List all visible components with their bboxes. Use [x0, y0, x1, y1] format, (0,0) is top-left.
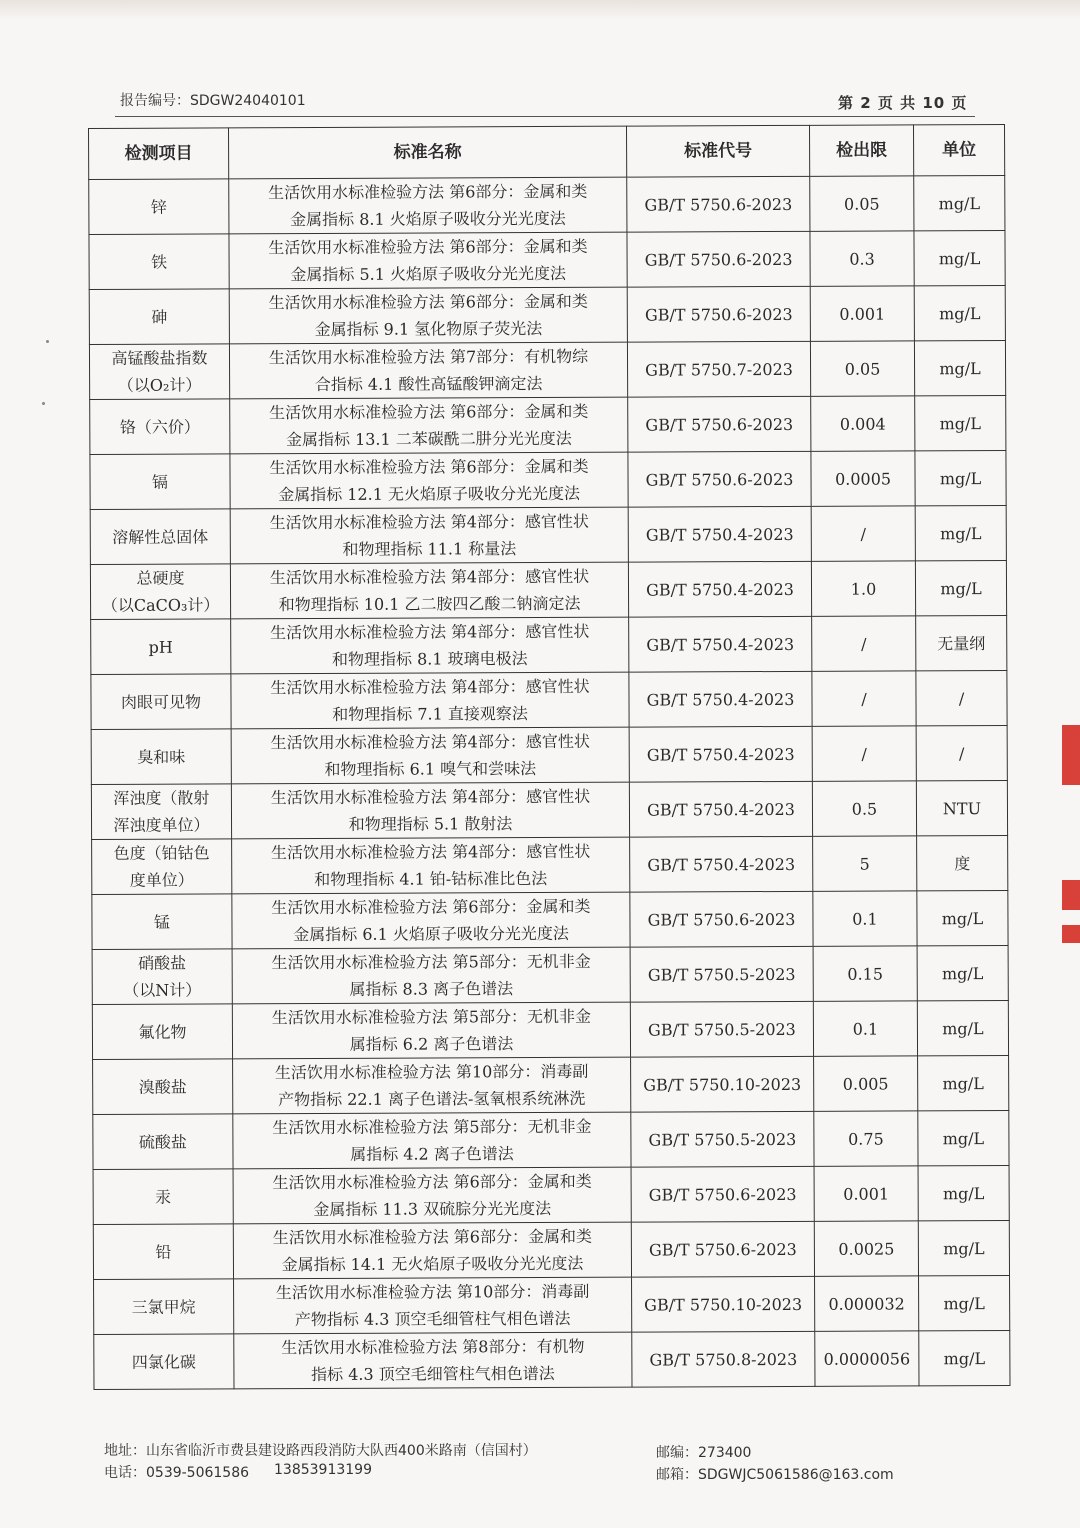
standard-name-line: 属指标 8.3 离子色谱法	[349, 979, 514, 999]
cell-test-item	[93, 1114, 233, 1170]
table-row	[93, 1165, 1009, 1224]
table-row	[93, 1110, 1009, 1169]
standard-name-line: 生活饮用水标准检验方法 第8部分：有机物	[281, 1336, 585, 1358]
cell-test-item	[91, 784, 231, 840]
standard-name-line: 生活饮用水标准检验方法 第6部分：金属和类	[269, 401, 589, 423]
footer-mobile: 13853913199	[274, 1462, 372, 1478]
cell-test-item	[90, 509, 230, 565]
standard-name-line: 属指标 6.2 离子色谱法	[349, 1034, 514, 1054]
cell-standard-code: GB/T 5750.4-2023	[629, 781, 812, 837]
standard-name-line: 生活饮用水标准检验方法 第6部分：金属和类	[268, 236, 588, 258]
cell-unit: mg/L	[919, 1275, 1010, 1330]
cell-detection-limit: /	[812, 726, 916, 781]
cell-test-item	[89, 234, 229, 290]
table-row	[92, 945, 1008, 1004]
test-item-line: 砷	[151, 307, 168, 327]
cell-unit: NTU	[916, 780, 1007, 835]
standard-name-line: 生活饮用水标准检验方法 第6部分：金属和类	[272, 1171, 592, 1193]
standard-name-line: 生活饮用水标准检验方法 第7部分：有机物综	[268, 346, 589, 368]
col-header-unit: 单位	[913, 125, 1004, 176]
cell-detection-limit: 0.0025	[814, 1221, 918, 1276]
cell-standard-name	[233, 1222, 631, 1279]
cell-detection-limit: 0.3	[810, 231, 914, 286]
cell-detection-limit: 0.05	[810, 341, 914, 396]
header-divider	[115, 116, 975, 117]
cell-unit: mg/L	[917, 890, 1008, 945]
cell-test-item	[94, 1334, 234, 1390]
test-item-line: 三氯甲烷	[131, 1297, 196, 1317]
cell-detection-limit: 0.004	[811, 396, 915, 451]
cell-test-item	[91, 674, 231, 730]
standard-name-line: 金属指标 9.1 氢化物原子荧光法	[314, 319, 543, 340]
test-item-line: 硝酸盐	[138, 953, 187, 973]
cell-test-item	[93, 1224, 233, 1280]
seal-edge-mark	[1062, 925, 1080, 943]
table-row	[89, 340, 1005, 399]
col-header-standard-code: 标准代号	[626, 125, 809, 177]
standard-name-line: 合指标 4.1 酸性高锰酸钾滴定法	[314, 374, 543, 395]
cell-detection-limit: 0.001	[814, 1166, 918, 1221]
test-item-line: （以N计）	[123, 980, 202, 1000]
table-body	[89, 176, 1010, 1390]
cell-standard-code: GB/T 5750.6-2023	[631, 1221, 814, 1277]
standard-name-line: 生活饮用水标准检验方法 第5部分：无机非金	[271, 951, 591, 973]
cell-test-item	[89, 344, 229, 400]
cell-standard-name	[230, 452, 628, 509]
test-item-line: 浑浊度单位）	[113, 815, 210, 835]
standard-name-line: 生活饮用水标准检验方法 第6部分：金属和类	[268, 291, 588, 313]
cell-standard-name	[233, 1057, 631, 1114]
test-item-line: 铬（六价）	[119, 417, 200, 437]
standard-name-line: 产物指标 22.1 离子色谱法-氢氧根系统淋洗	[278, 1088, 586, 1110]
cell-test-item	[93, 1169, 233, 1225]
test-item-line: 硫酸盐	[138, 1132, 187, 1152]
standard-name-line: 金属指标 6.1 火焰原子吸收分光光度法	[293, 923, 569, 945]
standard-name-line: 金属指标 14.1 无火焰原子吸收分光光度法	[281, 1253, 584, 1275]
cell-standard-name	[234, 1332, 632, 1389]
cell-unit: mg/L	[915, 395, 1006, 450]
scan-speck	[42, 402, 45, 405]
cell-detection-limit: 0.0005	[811, 451, 915, 506]
cell-detection-limit: 0.000032	[815, 1276, 919, 1331]
test-item-line: 氟化物	[138, 1022, 187, 1042]
cell-standard-name	[232, 837, 630, 894]
cell-standard-name	[230, 397, 628, 454]
cell-unit: mg/L	[915, 560, 1006, 615]
cell-standard-name	[231, 727, 629, 784]
cell-standard-code: GB/T 5750.6-2023	[627, 231, 810, 287]
cell-standard-name	[230, 562, 628, 619]
cell-standard-name	[232, 1002, 630, 1059]
cell-test-item	[92, 839, 232, 895]
standard-name-line: 生活饮用水标准检验方法 第4部分：感官性状	[269, 511, 589, 533]
standard-name-line: 生活饮用水标准检验方法 第5部分：无机非金	[271, 1006, 592, 1028]
cell-standard-name	[229, 177, 627, 234]
cell-detection-limit: 0.001	[810, 286, 914, 341]
footer-postcode: 邮编：273400	[656, 1445, 752, 1461]
cell-standard-name	[230, 507, 628, 564]
cell-test-item	[93, 1059, 233, 1115]
col-header-detection-limit: 检出限	[809, 125, 913, 176]
cell-unit: mg/L	[915, 505, 1006, 560]
cell-unit: mg/L	[914, 231, 1005, 286]
test-item-line: 总硬度	[136, 568, 185, 588]
cell-detection-limit: /	[812, 671, 916, 726]
test-item-line: 铁	[151, 252, 168, 272]
cell-standard-code: GB/T 5750.6-2023	[627, 286, 810, 342]
cell-detection-limit: 0.75	[814, 1111, 918, 1166]
cell-standard-code: GB/T 5750.4-2023	[629, 616, 812, 672]
scan-speck	[46, 340, 49, 343]
cell-test-item	[92, 1004, 232, 1060]
cell-detection-limit: 0.005	[814, 1056, 918, 1111]
test-item-line: 臭和味	[137, 747, 186, 767]
standard-name-line: 金属指标 5.1 火焰原子吸收分光光度法	[290, 263, 566, 285]
standard-name-line: 生活饮用水标准检验方法 第5部分：无机非金	[272, 1116, 592, 1138]
table-row	[90, 560, 1006, 619]
cell-test-item	[91, 729, 231, 785]
cell-unit: 无量纲	[916, 615, 1007, 670]
test-item-line: （以CaCO₃计）	[101, 595, 220, 615]
report-number: 报告编号：SDGW24040101	[120, 93, 306, 109]
test-item-line: 铅	[155, 1242, 172, 1262]
standard-name-line: 产物指标 4.3 顶空毛细管柱气相色谱法	[294, 1308, 571, 1330]
cell-unit: mg/L	[917, 1000, 1008, 1055]
cell-standard-code: GB/T 5750.5-2023	[630, 1001, 813, 1057]
cell-unit: mg/L	[914, 285, 1005, 340]
cell-standard-code: GB/T 5750.5-2023	[631, 1111, 814, 1167]
test-item-line: 度单位）	[129, 870, 194, 890]
cell-unit: mg/L	[918, 1110, 1009, 1165]
cell-standard-name	[233, 1112, 631, 1169]
standard-name-line: 和物理指标 6.1 嗅气和尝味法	[324, 759, 537, 779]
cell-standard-name	[229, 342, 627, 399]
cell-standard-code: GB/T 5750.4-2023	[629, 726, 812, 782]
table-row	[94, 1330, 1010, 1389]
cell-standard-name	[229, 232, 627, 289]
standard-name-line: 和物理指标 11.1 称量法	[342, 539, 517, 559]
scan-top-edge	[0, 0, 1080, 20]
table-row	[89, 231, 1005, 290]
standard-name-line: 生活饮用水标准检验方法 第4部分：感官性状	[270, 621, 590, 643]
cell-standard-code: GB/T 5750.4-2023	[628, 561, 811, 617]
cell-unit: mg/L	[918, 1165, 1009, 1220]
cell-unit: mg/L	[914, 176, 1005, 231]
standard-name-line: 金属指标 11.3 双硫腙分光光度法	[313, 1198, 552, 1220]
footer-email: 邮箱：SDGWJC5061586@163.com	[656, 1467, 894, 1483]
test-item-line: 肉眼可见物	[120, 692, 202, 712]
standard-name-line: 生活饮用水标准检验方法 第4部分：感官性状	[270, 841, 591, 863]
cell-standard-code: GB/T 5750.7-2023	[627, 341, 810, 397]
standard-name-line: 生活饮用水标准检验方法 第4部分：感官性状	[269, 566, 590, 588]
page-indicator: 第 2 页 共 10 页	[838, 94, 968, 112]
cell-standard-code: GB/T 5750.4-2023	[628, 506, 811, 562]
seal-edge-mark	[1062, 880, 1080, 910]
standard-name-line: 生活饮用水标准检验方法 第4部分：感官性状	[270, 786, 591, 808]
test-item-line: 高锰酸盐指数	[111, 348, 208, 368]
table-row	[92, 835, 1008, 894]
cell-standard-code: GB/T 5750.10-2023	[632, 1276, 815, 1332]
table-row	[91, 780, 1007, 839]
cell-standard-code: GB/T 5750.8-2023	[632, 1331, 815, 1387]
standard-name-line: 生活饮用水标准检验方法 第6部分：金属和类	[268, 181, 588, 203]
standard-name-line: 生活饮用水标准检验方法 第10部分：消毒副	[275, 1281, 590, 1303]
test-item-line: 色度（铂钴色	[113, 843, 210, 863]
cell-standard-code: GB/T 5750.6-2023	[627, 176, 810, 232]
table-row	[90, 505, 1006, 564]
cell-unit: mg/L	[918, 1220, 1009, 1275]
table-row	[91, 725, 1007, 784]
cell-test-item	[94, 1279, 234, 1335]
cell-unit: mg/L	[915, 450, 1006, 505]
test-item-line: 四氯化碳	[131, 1352, 196, 1372]
cell-detection-limit: 0.1	[813, 891, 917, 946]
cell-standard-name	[232, 892, 630, 949]
standard-name-line: 生活饮用水标准检验方法 第6部分：金属和类	[272, 1226, 593, 1248]
cell-test-item	[90, 454, 230, 510]
cell-test-item	[92, 894, 232, 950]
cell-unit: 度	[917, 835, 1008, 890]
cell-standard-code: GB/T 5750.6-2023	[628, 396, 811, 452]
table-row	[90, 450, 1006, 509]
cell-standard-code: GB/T 5750.6-2023	[631, 1166, 814, 1222]
cell-unit: mg/L	[918, 1055, 1009, 1110]
cell-standard-name	[234, 1277, 632, 1334]
seal-edge-mark	[1062, 725, 1080, 785]
cell-standard-code: GB/T 5750.5-2023	[630, 946, 813, 1002]
standard-name-line: 金属指标 12.1 无火焰原子吸收分光光度法	[278, 483, 581, 505]
test-item-line: 溴酸盐	[138, 1077, 187, 1097]
standard-name-line: 指标 4.3 顶空毛细管柱气相色谱法	[311, 1363, 555, 1385]
table-row	[91, 670, 1007, 729]
test-item-line: 浑浊度（散射	[113, 788, 210, 808]
table-row	[89, 176, 1005, 235]
cell-detection-limit: /	[812, 616, 916, 671]
footer-phone: 电话：0539-5061586	[104, 1465, 250, 1481]
standard-name-line: 生活饮用水标准检验方法 第10部分：消毒副	[274, 1061, 589, 1083]
test-item-line: pH	[148, 637, 173, 657]
standard-name-line: 和物理指标 8.1 玻璃电极法	[331, 649, 528, 669]
cell-standard-code: GB/T 5750.6-2023	[628, 451, 811, 507]
cell-standard-name	[232, 947, 630, 1004]
standard-name-line: 和物理指标 5.1 散射法	[348, 814, 513, 834]
standard-name-line: 和物理指标 10.1 乙二胺四乙酸二钠滴定法	[278, 593, 581, 615]
table-row	[94, 1275, 1010, 1334]
cell-detection-limit: 5	[813, 836, 917, 891]
cell-unit: /	[916, 725, 1007, 780]
test-methods-table	[88, 124, 1010, 1390]
standard-name-line: 生活饮用水标准检验方法 第4部分：感官性状	[270, 676, 590, 698]
cell-test-item	[90, 399, 230, 455]
footer-address: 地址：山东省临沂市费县建设路西段消防大队西400米路南（信国村）	[104, 1443, 537, 1459]
cell-standard-name	[231, 672, 629, 729]
cell-test-item	[89, 289, 229, 345]
test-item-line: （以O₂计）	[117, 375, 202, 395]
table-row	[90, 395, 1006, 454]
cell-test-item	[89, 179, 229, 235]
cell-standard-name	[229, 287, 627, 344]
col-header-standard-name: 标准名称	[229, 126, 627, 179]
cell-standard-code: GB/T 5750.6-2023	[630, 891, 813, 947]
cell-detection-limit: /	[811, 506, 915, 561]
cell-unit: /	[916, 670, 1007, 725]
standard-name-line: 生活饮用水标准检验方法 第4部分：感官性状	[270, 731, 590, 753]
standard-name-line: 金属指标 8.1 火焰原子吸收分光光度法	[290, 208, 566, 230]
col-header-item: 检测项目	[89, 128, 229, 180]
cell-standard-name	[231, 782, 629, 839]
table-row	[93, 1220, 1009, 1279]
table-row	[92, 890, 1008, 949]
standard-name-line: 生活饮用水标准检验方法 第6部分：金属和类	[271, 896, 591, 918]
cell-unit: mg/L	[919, 1330, 1010, 1385]
table-row	[93, 1055, 1009, 1114]
cell-test-item	[91, 619, 231, 675]
test-item-line: 溶解性总固体	[112, 526, 209, 547]
standard-name-line: 生活饮用水标准检验方法 第6部分：金属和类	[269, 456, 589, 478]
cell-unit: mg/L	[917, 945, 1008, 1000]
cell-standard-name	[233, 1167, 631, 1224]
cell-test-item	[90, 564, 230, 620]
cell-unit: mg/L	[914, 340, 1005, 395]
test-item-line: 镉	[151, 472, 169, 492]
cell-test-item	[92, 949, 232, 1005]
cell-detection-limit: 0.1	[813, 1001, 917, 1056]
table-row	[92, 1000, 1008, 1059]
table-row	[89, 285, 1005, 344]
standard-name-line: 金属指标 13.1 二苯碳酰二肼分光光度法	[285, 428, 572, 450]
test-item-line: 锰	[153, 912, 171, 932]
standard-name-line: 和物理指标 4.1 铂-钴标准比色法	[314, 869, 548, 890]
test-item-line: 锌	[150, 197, 167, 217]
cell-detection-limit: 0.05	[810, 176, 914, 231]
cell-standard-code: GB/T 5750.10-2023	[631, 1056, 814, 1112]
standard-name-line: 和物理指标 7.1 直接观察法	[332, 704, 528, 724]
cell-detection-limit: 1.0	[811, 561, 915, 616]
table-header-row	[89, 125, 1005, 180]
cell-standard-code: GB/T 5750.4-2023	[630, 836, 813, 892]
cell-detection-limit: 0.15	[813, 946, 917, 1001]
standard-name-line: 属指标 4.2 离子色谱法	[350, 1144, 514, 1164]
cell-detection-limit: 0.0000056	[815, 1331, 919, 1386]
table-row	[91, 615, 1007, 674]
cell-detection-limit: 0.5	[812, 781, 916, 836]
cell-standard-name	[231, 617, 629, 674]
test-item-line: 汞	[155, 1187, 172, 1207]
cell-standard-code: GB/T 5750.4-2023	[629, 671, 812, 727]
